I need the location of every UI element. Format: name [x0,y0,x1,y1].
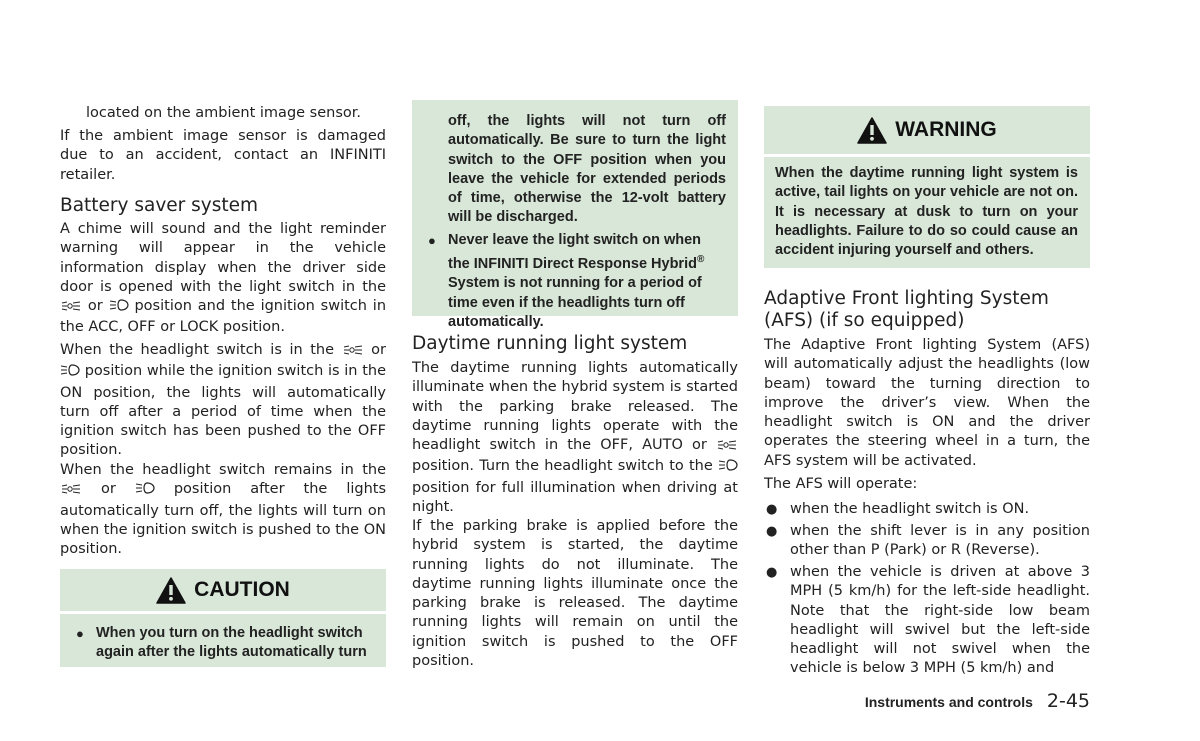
parking-light-icon [716,438,738,457]
text-segment: When the headlight switch remains in the [60,462,386,478]
caution-panel [60,569,386,667]
list-item-text: when the headlight switch is ON. [790,501,1030,517]
warning-triangle-icon [857,117,887,144]
parking-light-icon [60,482,82,501]
text-segment: or [101,481,116,498]
list-item-text: when the shift lever is in any position other than P (Park) or R (Reverse). [790,523,1090,559]
warning-text: When the daytime running light system is active, tail lights on your vehicle are not on. It is necessary at dusk to turn on your headlights. Failure to do so could cause an accident injuring yourself and others. [775,165,1078,259]
list-item [764,522,1090,561]
heading-afs: Adaptive Front lighting System (AFS) (if so equipped) [764,288,1049,331]
bullet-dot: ● [76,626,84,641]
paragraph-daytime-operation [412,359,738,517]
parking-light-icon [342,343,364,362]
caution-continued-text: off, the lights will not turn off automatically. Be sure to turn the light switch to the OFF position when you leave the vehicle for extended periods of time, otherwise the 12-volt battery will be discharged. [448,113,726,226]
section-title: Instruments and controls [864,694,1033,710]
caution-bullet [70,624,374,663]
text-segment: position while the ignition switch is in the ON position, the lights will automatically turn off after a period of time when the ignition switch has been pushed to the OFF position. [60,363,386,459]
divider [60,611,386,614]
text-segment: position for full illumination when driving at night. [412,479,738,516]
page-number: 2-45 [1046,690,1090,712]
warning-header [764,106,1090,154]
text-segment: or [87,298,103,315]
warning-triangle-icon [156,577,186,604]
text-segment: or [371,342,386,358]
registered-mark: ® [696,254,705,266]
paragraph-headlight-auto-off [60,341,386,461]
text-segment: position and the ignition switch in the ACC, OFF or LOCK position. [60,298,387,336]
text-segment: The daytime running lights automatically illuminate when the hybrid system is started with the parking brake released. The daytime running lights operate with the headlight switch in the OFF, AUTO or [412,360,738,454]
paragraph-battery-chime [60,220,386,338]
headlight-icon [135,481,155,501]
bullet-dot: ● [428,233,436,248]
heading-battery-saver: Battery saver system [60,195,259,216]
paragraph-afs-operate: The AFS will operate: [764,476,918,492]
headlight-icon [718,458,738,478]
bullet-dot: ● [766,565,778,580]
headlight-icon [60,363,80,383]
caution-bullet-never-leave [422,231,726,332]
caution-header [60,569,386,611]
text-segment: Never leave the light switch on when the INFINITI Direct Response Hybrid [448,232,702,273]
paragraph-parking-brake: If the parking brake is applied before the hybrid system is started, the daytime running lights do not illuminate. The daytime running lights illuminate once the parking brake is released. The daytime running lights will remain on until the ignition switch is pushed to the OFF position. [412,518,738,670]
divider [764,154,1090,157]
bullet-dot: ● [766,502,778,517]
caution-panel-continued [412,100,738,331]
page-footer [865,690,1090,712]
list-item [764,563,1090,679]
paragraph-headlight-remains [60,461,386,559]
warning-panel [764,106,1090,268]
parking-light-icon [60,299,82,318]
paragraph-afs-intro: The Adaptive Front lighting System (AFS) will automatically adjust the headlights (low beam) toward the turning direction to improve the driver’s view. When the headlight switch is ON and the driver operates the steering wheel in a turn, the AFS system will be activated. [764,337,1090,469]
paragraph-sensor-location: located on the ambient image sensor. [86,105,362,121]
text-segment: When the headlight switch is in the [60,342,335,358]
paragraph-sensor-damaged: If the ambient image sensor is damaged due to an accident, contact an INFINITI retailer. [60,128,386,183]
caution-title: CAUTION [194,578,290,601]
text-segment: System is not running for a period of time even if the headlights turn off automatically. [448,275,702,331]
text-segment: position after the lights automatically turn off, the lights will turn on when the ignition switch is pushed to the ON position. [60,481,387,558]
caution-text: When you turn on the headlight switch again after the lights automatically turn [96,625,367,661]
text-segment: A chime will sound and the light reminder warning will appear in the vehicle information display when the driver side door is opened with the light switch in the [60,221,386,295]
headlight-icon [109,298,129,318]
list-item [764,500,1090,519]
list-item-text: when the vehicle is driven at above 3 MPH (5 km/h) for the left-side headlight. Note that the right-side low beam headlight will swivel but the left-side headlight will not swivel when the vehicle is below 3 MPH (5 km/h) and [790,564,1090,677]
bullet-dot: ● [766,524,778,539]
heading-daytime-running: Daytime running light system [412,333,688,354]
text-segment: position. Turn the headlight switch to the [412,458,713,475]
warning-title: WARNING [895,118,997,141]
